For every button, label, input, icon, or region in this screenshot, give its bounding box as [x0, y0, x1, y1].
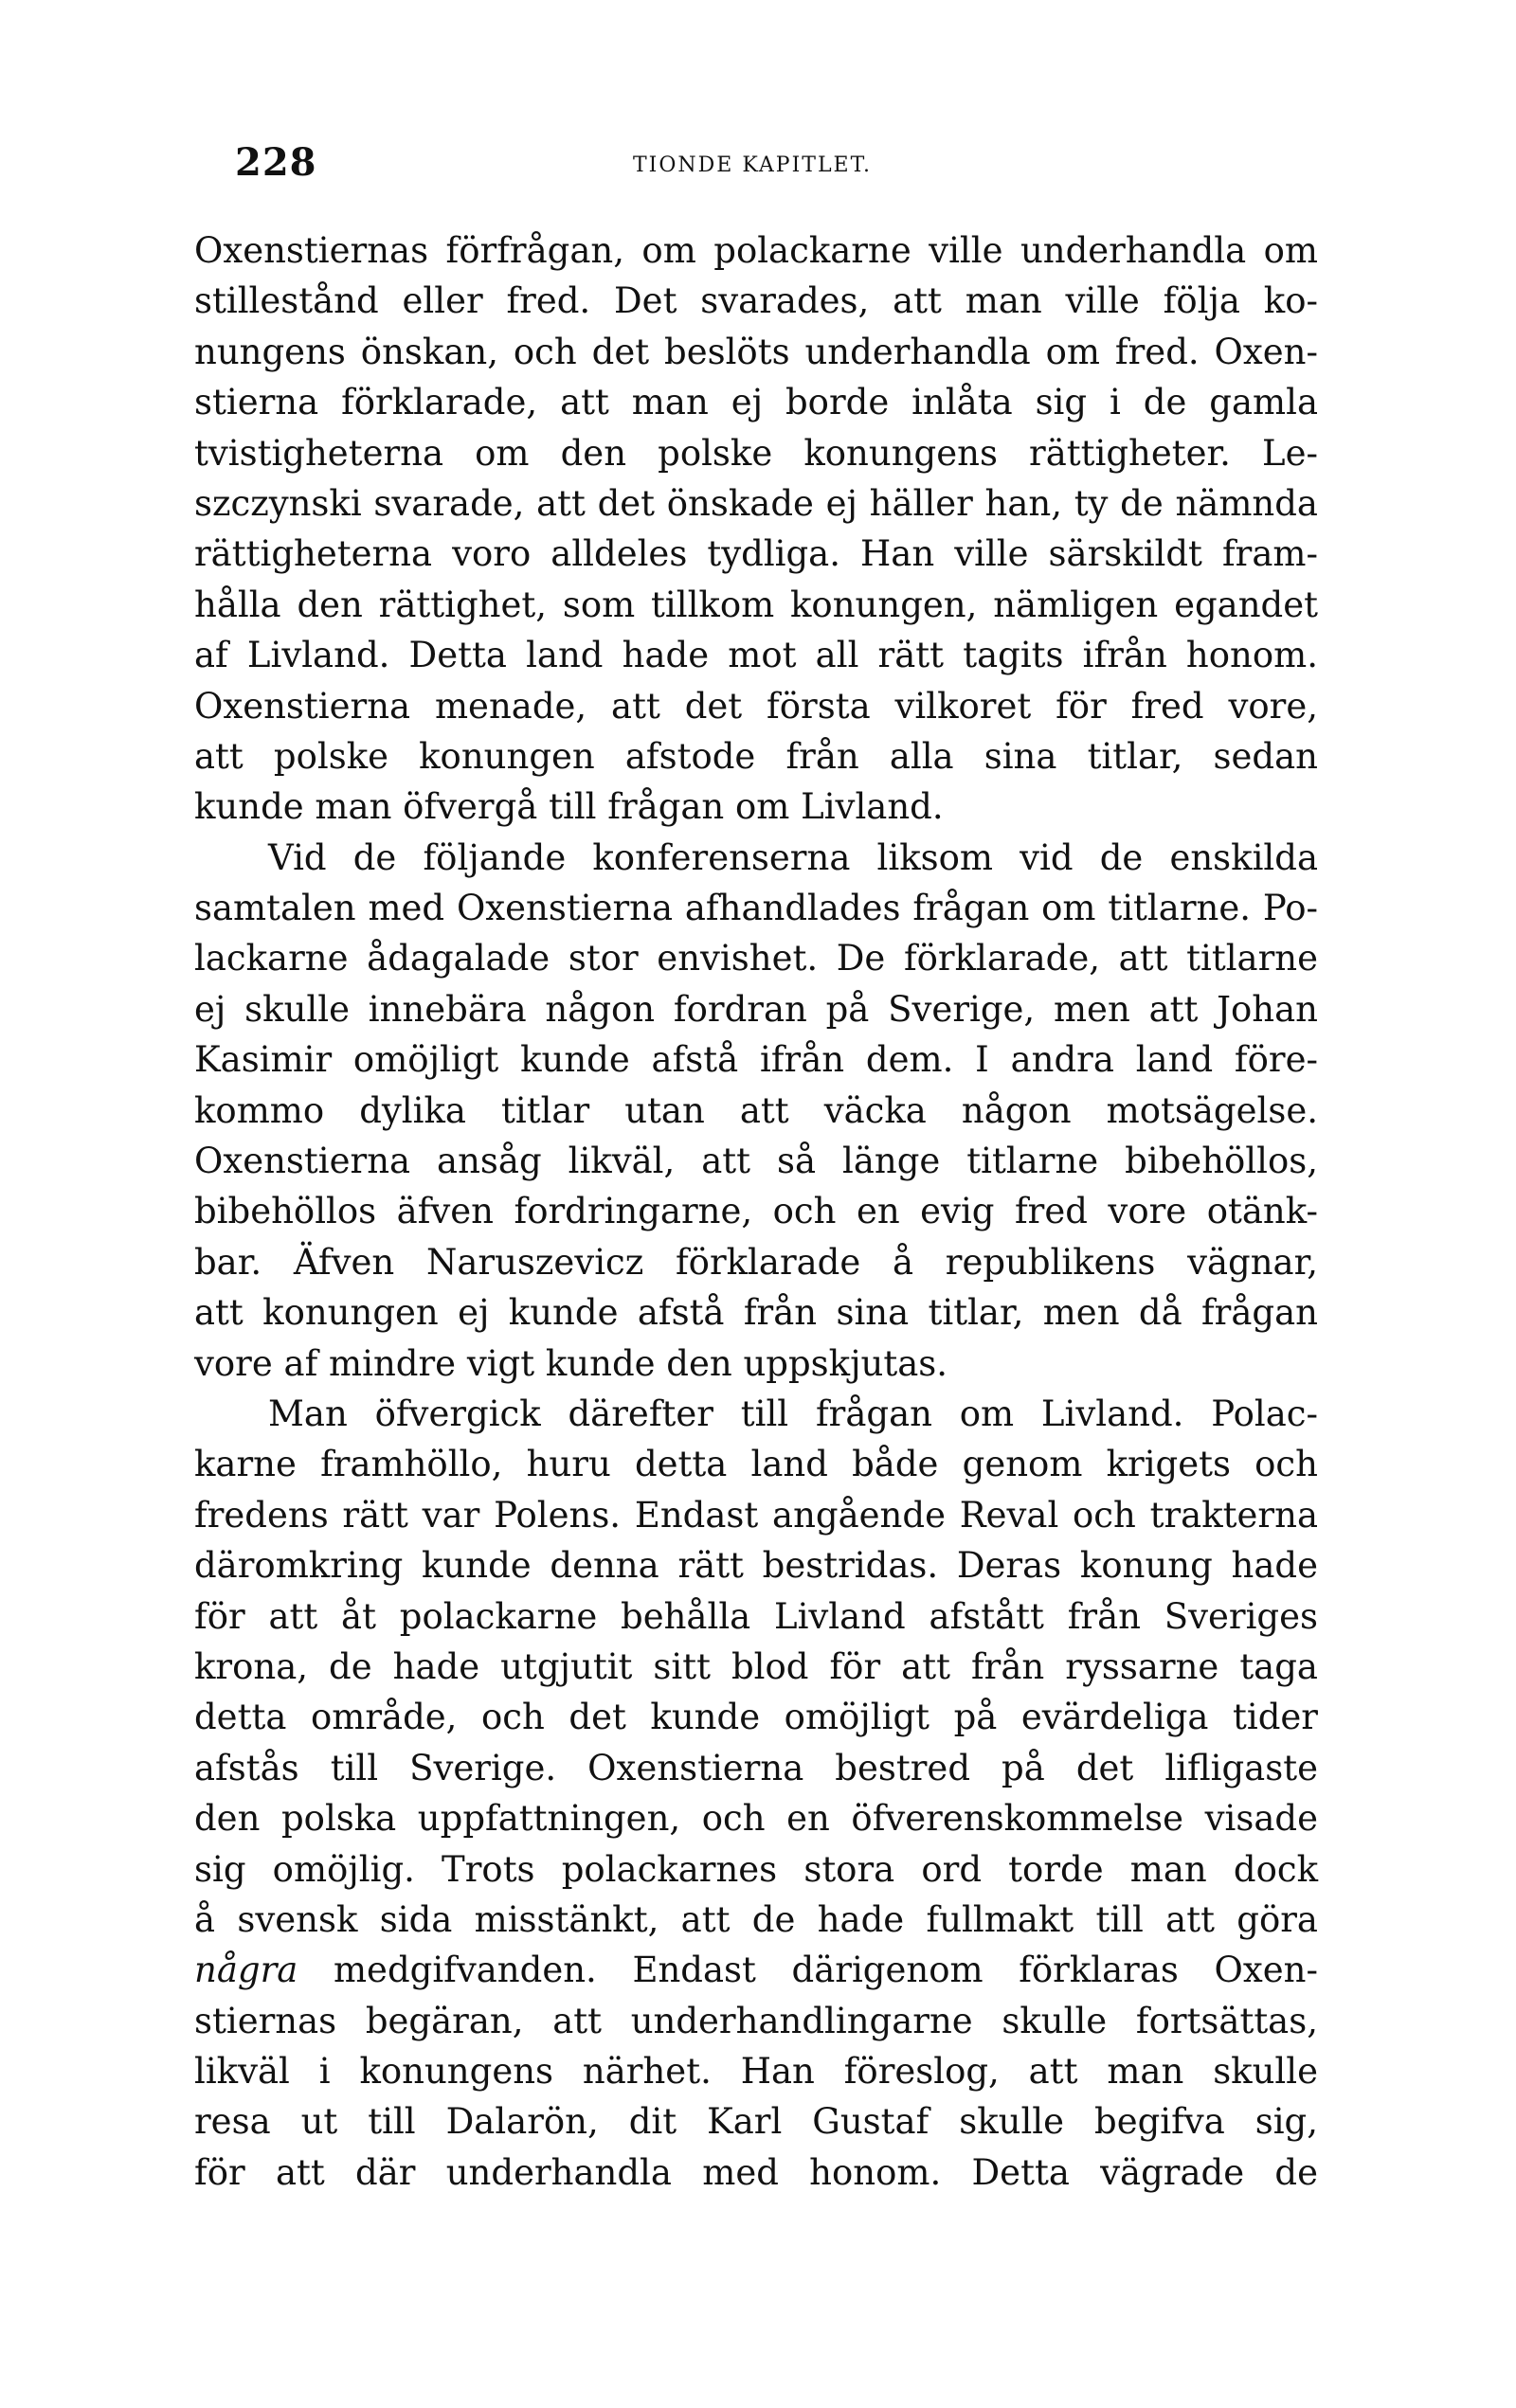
- text-line-content: stiernas begäran, att underhandlingarne skulle fortsättas,: [194, 2000, 1318, 2041]
- text-line-content: ej skulle innebära någon fordran på Sverige, men att Johan: [194, 988, 1318, 1030]
- text-line-content: Man öfvergick därefter till frågan om Livland. Polac-: [268, 1393, 1318, 1434]
- text-line-content: lackarne ådagalade stor envishet. De förklarade, att titlarne: [194, 938, 1318, 979]
- text-line-content: medgifvanden. Endast därigenom förklaras Oxen-: [333, 1950, 1318, 1991]
- text-line: [194, 1086, 1318, 1136]
- text-line-content: krona, de hade utgjutit sitt blod för att från ryssarne taga: [194, 1645, 1318, 1687]
- text-line: [194, 1591, 1318, 1642]
- text-line-content: för att åt polackarne behålla Livland afstått från Sveriges: [194, 1595, 1318, 1637]
- text-line: [194, 1186, 1318, 1236]
- text-line-content: Oxenstiernas förfrågan, om polackarne ville underhandla om: [194, 230, 1318, 271]
- text-line-content: karne framhöllo, huru detta land både genom krigets och: [194, 1444, 1318, 1485]
- chapter-title: TIONDE KAPITLET.: [633, 153, 873, 177]
- text-line: [194, 883, 1318, 933]
- text-line: [194, 2046, 1318, 2096]
- text-line: [194, 1793, 1318, 1843]
- italic-word: några: [194, 1950, 334, 1991]
- text-line-content: rättigheterna voro alldeles tydliga. Han ville särskildt fram-: [194, 533, 1318, 575]
- text-line-content: stillestånd eller fred. Det svarades, att man ville följa ko-: [194, 280, 1318, 322]
- text-line: [194, 1895, 1318, 1945]
- text-line: [194, 1642, 1318, 1692]
- text-line: [194, 580, 1318, 630]
- text-line: [194, 327, 1318, 377]
- text-line: [194, 2147, 1318, 2198]
- text-line-content: Oxenstierna ansåg likväl, att så länge titlarne bibehöllos,: [194, 1141, 1318, 1182]
- text-line-content: tvistigheterna om den polske konungens rättigheter. Le-: [194, 432, 1318, 474]
- text-line: [194, 428, 1318, 478]
- text-line-content: Oxenstierna menade, att det första vilkoret för fred vore,: [194, 685, 1318, 727]
- text-line: [194, 681, 1318, 731]
- text-line-content: kunde man öfvergå till frågan om Livland.: [194, 786, 944, 828]
- text-line: [194, 1692, 1318, 1742]
- text-line: [194, 833, 1318, 883]
- text-line: [194, 478, 1318, 529]
- text-line-content: sig omöjlig. Trots polackarnes stora ord torde man dock: [194, 1848, 1318, 1890]
- text-line-content: szczynski svarade, att det önskade ej häller han, ty de nämnda: [194, 482, 1318, 524]
- text-line-content: Kasimir omöjligt kunde afstå ifrån dem. I andra land före-: [194, 1039, 1318, 1081]
- text-line: [194, 1844, 1318, 1895]
- text-line: [194, 782, 1318, 832]
- text-line-content: kommo dylika titlar utan att väcka någon motsägelse.: [194, 1089, 1318, 1131]
- text-line-content: afstås till Sverige. Oxenstierna bestred på det lifligaste: [194, 1747, 1318, 1788]
- text-line: [194, 1034, 1318, 1085]
- running-head: [235, 140, 1317, 197]
- text-line-content: å svensk sida misstänkt, att de hade fullmakt till att göra: [194, 1898, 1318, 1940]
- text-line: [194, 731, 1318, 782]
- text-line-content: fredens rätt var Polens. Endast angående Reval och trakterna: [194, 1494, 1318, 1536]
- text-line: [194, 1287, 1318, 1338]
- text-line-content: samtalen med Oxenstierna afhandlades frågan om titlarne. Po-: [194, 888, 1318, 929]
- text-line: [194, 1339, 1318, 1389]
- text-line-content: att polske konungen afstode från alla sina titlar, sedan: [194, 735, 1318, 777]
- text-line-content: Vid de följande konferenserna liksom vid de enskilda: [268, 836, 1318, 878]
- text-line-content: nungens önskan, och det beslöts underhandla om fred. Oxen-: [194, 331, 1318, 372]
- text-line-content: stierna förklarade, att man ej borde inlåta sig i de gamla: [194, 382, 1318, 423]
- text-line-content: resa ut till Dalarön, dit Karl Gustaf skulle begifva sig,: [194, 2101, 1318, 2143]
- text-line: [194, 1540, 1318, 1590]
- text-line-content: detta område, och det kunde omöjligt på evärdeliga tider: [194, 1697, 1318, 1738]
- body-text: [194, 225, 1318, 2198]
- text-line: [194, 276, 1318, 326]
- text-line-content: för att där underhandla med honom. Detta vägrade de: [194, 2151, 1318, 2193]
- text-line: [194, 2096, 1318, 2147]
- text-line: [194, 1996, 1318, 2046]
- text-line: [194, 377, 1318, 427]
- text-line: [194, 225, 1318, 276]
- text-line-content: hålla den rättighet, som tillkom konungen, nämligen egandet: [194, 584, 1318, 625]
- text-line: [194, 1237, 1318, 1287]
- text-line-content: vore af mindre vigt kunde den uppskjutas.: [194, 1342, 948, 1384]
- text-line-content: den polska uppfattningen, och en öfverenskommelse visade: [194, 1798, 1318, 1840]
- text-line: [194, 529, 1318, 579]
- text-line: [194, 630, 1318, 680]
- text-line-content: bar. Äfven Naruszevicz förklarade å republikens vägnar,: [194, 1241, 1318, 1283]
- text-line-content: af Livland. Detta land hade mot all rätt tagits ifrån honom.: [194, 635, 1318, 676]
- text-line: [194, 1945, 1318, 1995]
- text-line: [194, 1743, 1318, 1793]
- text-line-content: att konungen ej kunde afstå från sina titlar, men då frågan: [194, 1292, 1318, 1334]
- text-line-content: bibehöllos äfven fordringarne, och en evig fred vore otänk-: [194, 1191, 1318, 1232]
- text-line: [194, 1389, 1318, 1439]
- text-line: [194, 1490, 1318, 1540]
- text-line: [194, 1136, 1318, 1186]
- page-number: 228: [235, 140, 317, 185]
- text-line-content: däromkring kunde denna rätt bestridas. Deras konung hade: [194, 1545, 1318, 1587]
- text-line-content: likväl i konungens närhet. Han föreslog, att man skulle: [194, 2051, 1318, 2093]
- text-line: [194, 933, 1318, 983]
- text-line: [194, 1439, 1318, 1489]
- text-line: [194, 984, 1318, 1034]
